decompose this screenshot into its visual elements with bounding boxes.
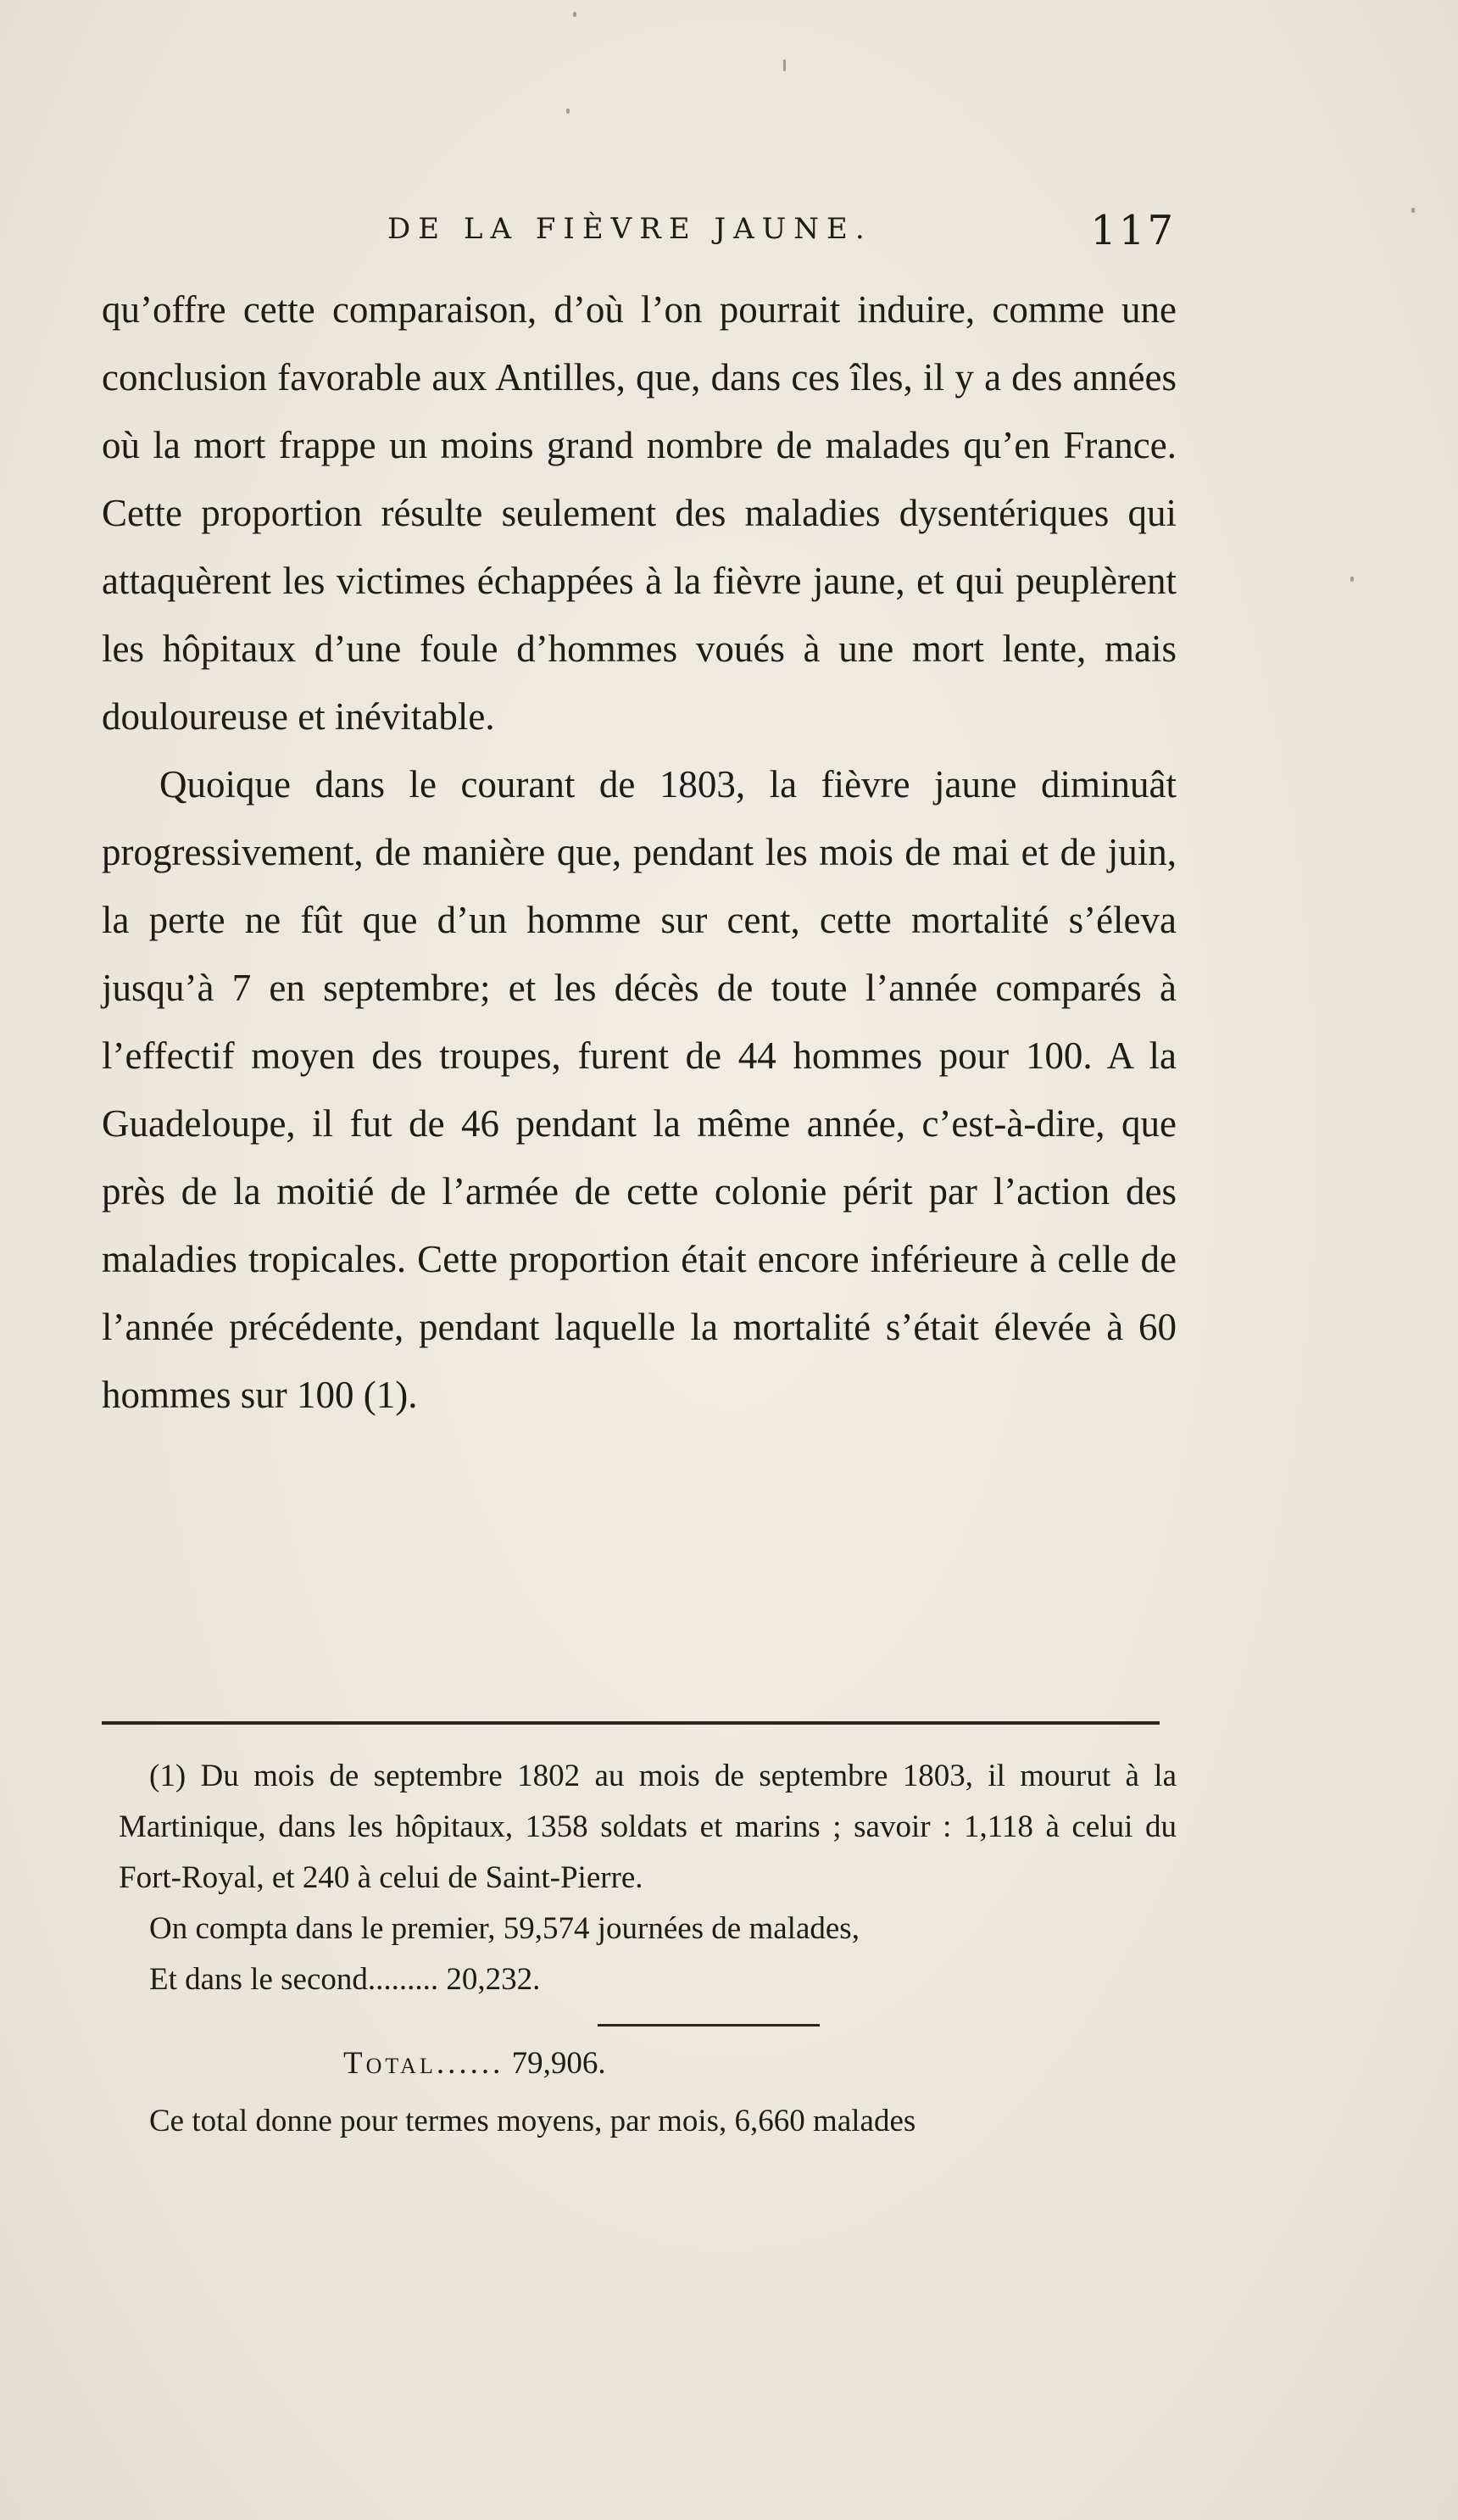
page-number: 117 — [1090, 207, 1176, 254]
paper-speck — [1411, 208, 1415, 213]
footnote — [119, 1751, 1177, 2147]
running-head: DE LA FIÈVRE JAUNE. — [387, 212, 872, 246]
total-line — [119, 2038, 1177, 2089]
paper-speck — [1350, 577, 1354, 582]
footnote-final-line: Ce total donne pour termes moyens, par mois, 6,660 malades — [149, 2104, 916, 2138]
paper-speck — [783, 59, 786, 71]
page-header — [387, 207, 1176, 263]
footnote-line: Et dans le second......... 20,232. — [149, 1962, 541, 1997]
footnote-rule — [102, 1721, 1160, 1725]
footnote-line: On compta dans le premier, 59,574 journées de malades, — [149, 1911, 860, 1946]
total-rule — [598, 2024, 820, 2027]
paper-speck — [573, 12, 576, 17]
total-value: 79,906. — [511, 2046, 606, 2081]
paper-speck — [566, 109, 570, 114]
body-paragraph: qu’offre cette comparaison, d’où l’on pourrait induire, comme une conclusion favorable aux Antilles, que, dans ces îles, il y a des années où la mort frappe un moins grand nombre de malades qu’en France. Cette proportion résulte seulement des maladies dysentériques qui attaquèrent les victimes échappées à la fièvre jaune, et qui peuplèrent les hôpitaux d’une foule d’hommes voués à une mort lente, mais douloureuse et inévitable. — [102, 288, 1177, 738]
footnote-text: (1) Du mois de septembre 1802 au mois de septembre 1803, il mourut à la Martinique, dans les hôpitaux, 1358 soldats et marins ; savoir : 1,118 à celui du Fort-Royal, et 240 à celui de Saint-Pierre. — [119, 1759, 1177, 1895]
total-label: Total...... — [343, 2046, 504, 2081]
body-paragraph: Quoique dans le courant de 1803, la fièvre jaune diminuât progressivement, de manière que, pendant les mois de mai et de juin, la perte ne fût que d’un homme sur cent, cette mortalité s’éleva jusqu’à 7 en septembre; et les décès de toute l’année comparés à l’effectif moyen des troupes, furent de 44 hommes pour 100. A la Guadeloupe, il fut de 46 pendant la même année, c’est-à-dire, que près de la moitié de l’armée de cette colonie périt par l’action des maladies tropicales. Cette proportion était encore inférieure à celle de l’année précédente, pendant laquelle la mortalité s’était élevée à 60 hommes sur 100 (1). — [102, 763, 1177, 1416]
body-text — [102, 276, 1177, 1429]
